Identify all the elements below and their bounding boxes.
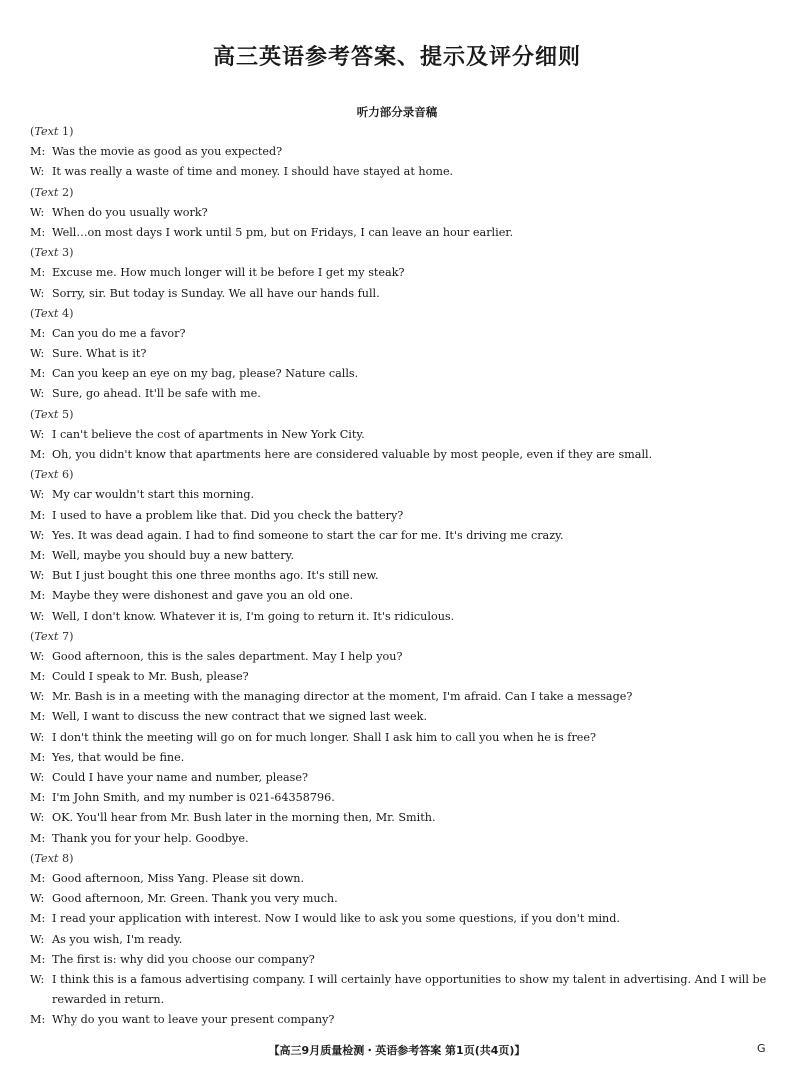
speaker-label: W:: [30, 972, 45, 986]
line-text: Can you keep an eye on my bag, please? Nature calls.: [52, 367, 359, 381]
text-label: (Text 4): [30, 306, 74, 320]
speaker-label: W:: [30, 488, 45, 502]
line-text: I can't believe the cost of apartments in New York City.: [52, 427, 365, 441]
line-text: The first is: why did you choose our company?: [52, 952, 315, 966]
speaker-label: W:: [30, 569, 45, 583]
dialogue-line: [30, 869, 772, 889]
speaker-label: M:: [30, 871, 46, 885]
speaker-label: M:: [30, 326, 46, 340]
line-text: Yes. It was dead again. I had to find someone to start the car for me. It's driving me crazy.: [52, 528, 564, 542]
dialogue-line: [30, 162, 772, 182]
line-text: It was really a waste of time and money. I should have stayed at home.: [52, 165, 454, 179]
text-label: (Text 7): [30, 629, 74, 643]
speaker-label: M:: [30, 750, 46, 764]
page-mark: G: [757, 1042, 766, 1055]
line-text: Could I speak to Mr. Bush, please?: [52, 670, 249, 684]
dialogue-line: [30, 889, 772, 909]
text-label: (Text 3): [30, 246, 74, 260]
speaker-label: M:: [30, 145, 46, 159]
dialogue-line: [30, 1010, 772, 1030]
speaker-label: M:: [30, 367, 46, 381]
dialogue-line: [30, 950, 772, 970]
dialogue-line: [30, 506, 772, 526]
dialogue-line: [30, 607, 772, 627]
dialogue-line: [30, 364, 772, 384]
speaker-label: M:: [30, 670, 46, 684]
line-text: Thank you for your help. Goodbye.: [52, 831, 249, 845]
line-text: Sure, go ahead. It'll be safe with me.: [52, 387, 261, 401]
speaker-label: W:: [30, 649, 45, 663]
dialogue-line: [30, 384, 772, 404]
dialogue-line: [30, 909, 772, 929]
dialogue-line: [30, 324, 772, 344]
line-text: Well, maybe you should buy a new battery.: [52, 548, 295, 562]
line-text: I'm John Smith, and my number is 021-64358796.: [52, 791, 335, 805]
dialogue-line: [30, 203, 772, 223]
dialogue-line: [30, 930, 772, 950]
dialogue-line: [30, 284, 772, 304]
line-text: Was the movie as good as you expected?: [52, 145, 283, 159]
text-label: (Text 1): [30, 125, 74, 138]
speaker-label: M:: [30, 1013, 46, 1027]
speaker-label: M:: [30, 589, 46, 603]
speaker-label: M:: [30, 710, 46, 724]
line-text: I read your application with interest. Now I would like to ask you some questions, if you don't mind.: [52, 912, 620, 926]
dialogue-line: [30, 344, 772, 364]
dialogue-line: [30, 485, 772, 505]
speaker-label: W:: [30, 286, 45, 300]
dialogue-line: [30, 707, 772, 727]
line-text: When do you usually work?: [52, 205, 208, 219]
dialogue-line: [30, 566, 772, 586]
dialogue-line: [30, 687, 772, 707]
section-subtitle: 听力部分录音稿: [356, 105, 438, 119]
text-label: (Text 2): [30, 185, 74, 199]
dialogue-line: [30, 142, 772, 162]
speaker-label: M:: [30, 448, 46, 461]
dialogue-line: [30, 808, 772, 828]
speaker-label: M:: [30, 952, 46, 966]
dialogue-line: [30, 829, 772, 849]
dialogue-line: [30, 425, 772, 445]
dialogue-line: [30, 788, 772, 808]
dialogue-line: [30, 445, 772, 465]
text-label: (Text 6): [30, 468, 74, 482]
dialogue-line: [30, 223, 772, 243]
speaker-label: W:: [30, 609, 45, 623]
dialogue-line: [30, 647, 772, 667]
line-text: Good afternoon, Mr. Green. Thank you very much.: [52, 892, 338, 906]
line-text: I used to have a problem like that. Did you check the battery?: [52, 508, 404, 522]
line-text: Excuse me. How much longer will it be before I get my steak?: [52, 266, 405, 280]
speaker-label: W:: [30, 690, 45, 704]
speaker-label: W:: [30, 427, 45, 441]
line-text: Well, I want to discuss the new contract that we signed last week.: [52, 710, 427, 724]
speaker-label: M:: [30, 508, 46, 522]
page-title: 高三英语参考答案、提示及评分细则: [212, 45, 581, 70]
line-text: Good afternoon, Miss Yang. Please sit down.: [52, 871, 305, 885]
line-text: I don't think the meeting will go on for much longer. Shall I ask him to call you when he is free?: [52, 730, 597, 744]
speaker-label: W:: [30, 892, 45, 906]
dialogue-line: [30, 667, 772, 687]
line-text: But I just bought this one three months ago. It's still new.: [52, 569, 379, 583]
page-footer: 【高三9月质量检测・英语参考答案 第1页(共4页)】: [268, 1044, 526, 1057]
dialogue-line: [30, 728, 772, 748]
line-text: Sure. What is it?: [52, 347, 147, 361]
line-text: Could I have your name and number, please?: [52, 771, 308, 784]
dialogue-line: [30, 768, 772, 788]
line-text: Mr. Bash is in a meeting with the managing director at the moment, I'm afraid. Can I take a message?: [52, 690, 633, 704]
speaker-label: W:: [30, 347, 45, 361]
speaker-label: W:: [30, 528, 45, 542]
text-label: (Text 8): [30, 851, 74, 865]
speaker-label: W:: [30, 730, 45, 744]
line-text: Why do you want to leave your present company?: [52, 1013, 335, 1027]
speaker-label: M:: [30, 225, 46, 239]
line-text: Good afternoon, this is the sales department. May I help you?: [52, 649, 403, 663]
speaker-label: W:: [30, 771, 45, 784]
line-text: Well, I don't know. Whatever it is, I'm going to return it. It's ridiculous.: [52, 609, 455, 623]
speaker-label: M:: [30, 548, 46, 562]
dialogue-line: [30, 748, 772, 768]
text-label: (Text 5): [30, 407, 74, 421]
dialogue-line: [30, 546, 772, 566]
speaker-label: M:: [30, 912, 46, 926]
dialogue-line: [30, 970, 772, 1010]
speaker-label: W:: [30, 165, 45, 179]
speaker-label: M:: [30, 831, 46, 845]
speaker-label: W:: [30, 811, 45, 825]
line-text: Can you do me a favor?: [52, 326, 186, 340]
line-text: My car wouldn't start this morning.: [52, 488, 255, 502]
dialogue-line: [30, 586, 772, 606]
speaker-label: M:: [30, 266, 46, 280]
line-text: OK. You'll hear from Mr. Bush later in the morning then, Mr. Smith.: [52, 811, 436, 825]
line-text: Well…on most days I work until 5 pm, but on Fridays, I can leave an hour earlier.: [52, 225, 513, 239]
dialogue-line: [30, 526, 772, 546]
speaker-label: M:: [30, 791, 46, 805]
line-text: Oh, you didn't know that apartments here are considered valuable by most people, even if they are small.: [52, 448, 653, 461]
line-text: As you wish, I'm ready.: [52, 932, 183, 946]
line-text: Maybe they were dishonest and gave you an old one.: [52, 589, 354, 603]
speaker-label: W:: [30, 387, 45, 401]
line-text: I think this is a famous advertising company. I will certainly have opportunities to show my talent in advertising. And I will be rewarded in return.: [52, 972, 767, 1007]
transcript-body: [30, 122, 772, 1030]
line-text: Sorry, sir. But today is Sunday. We all have our hands full.: [52, 286, 380, 300]
line-text: Yes, that would be fine.: [52, 750, 185, 764]
speaker-label: W:: [30, 932, 45, 946]
dialogue-line: [30, 263, 772, 283]
speaker-label: W:: [30, 205, 45, 219]
